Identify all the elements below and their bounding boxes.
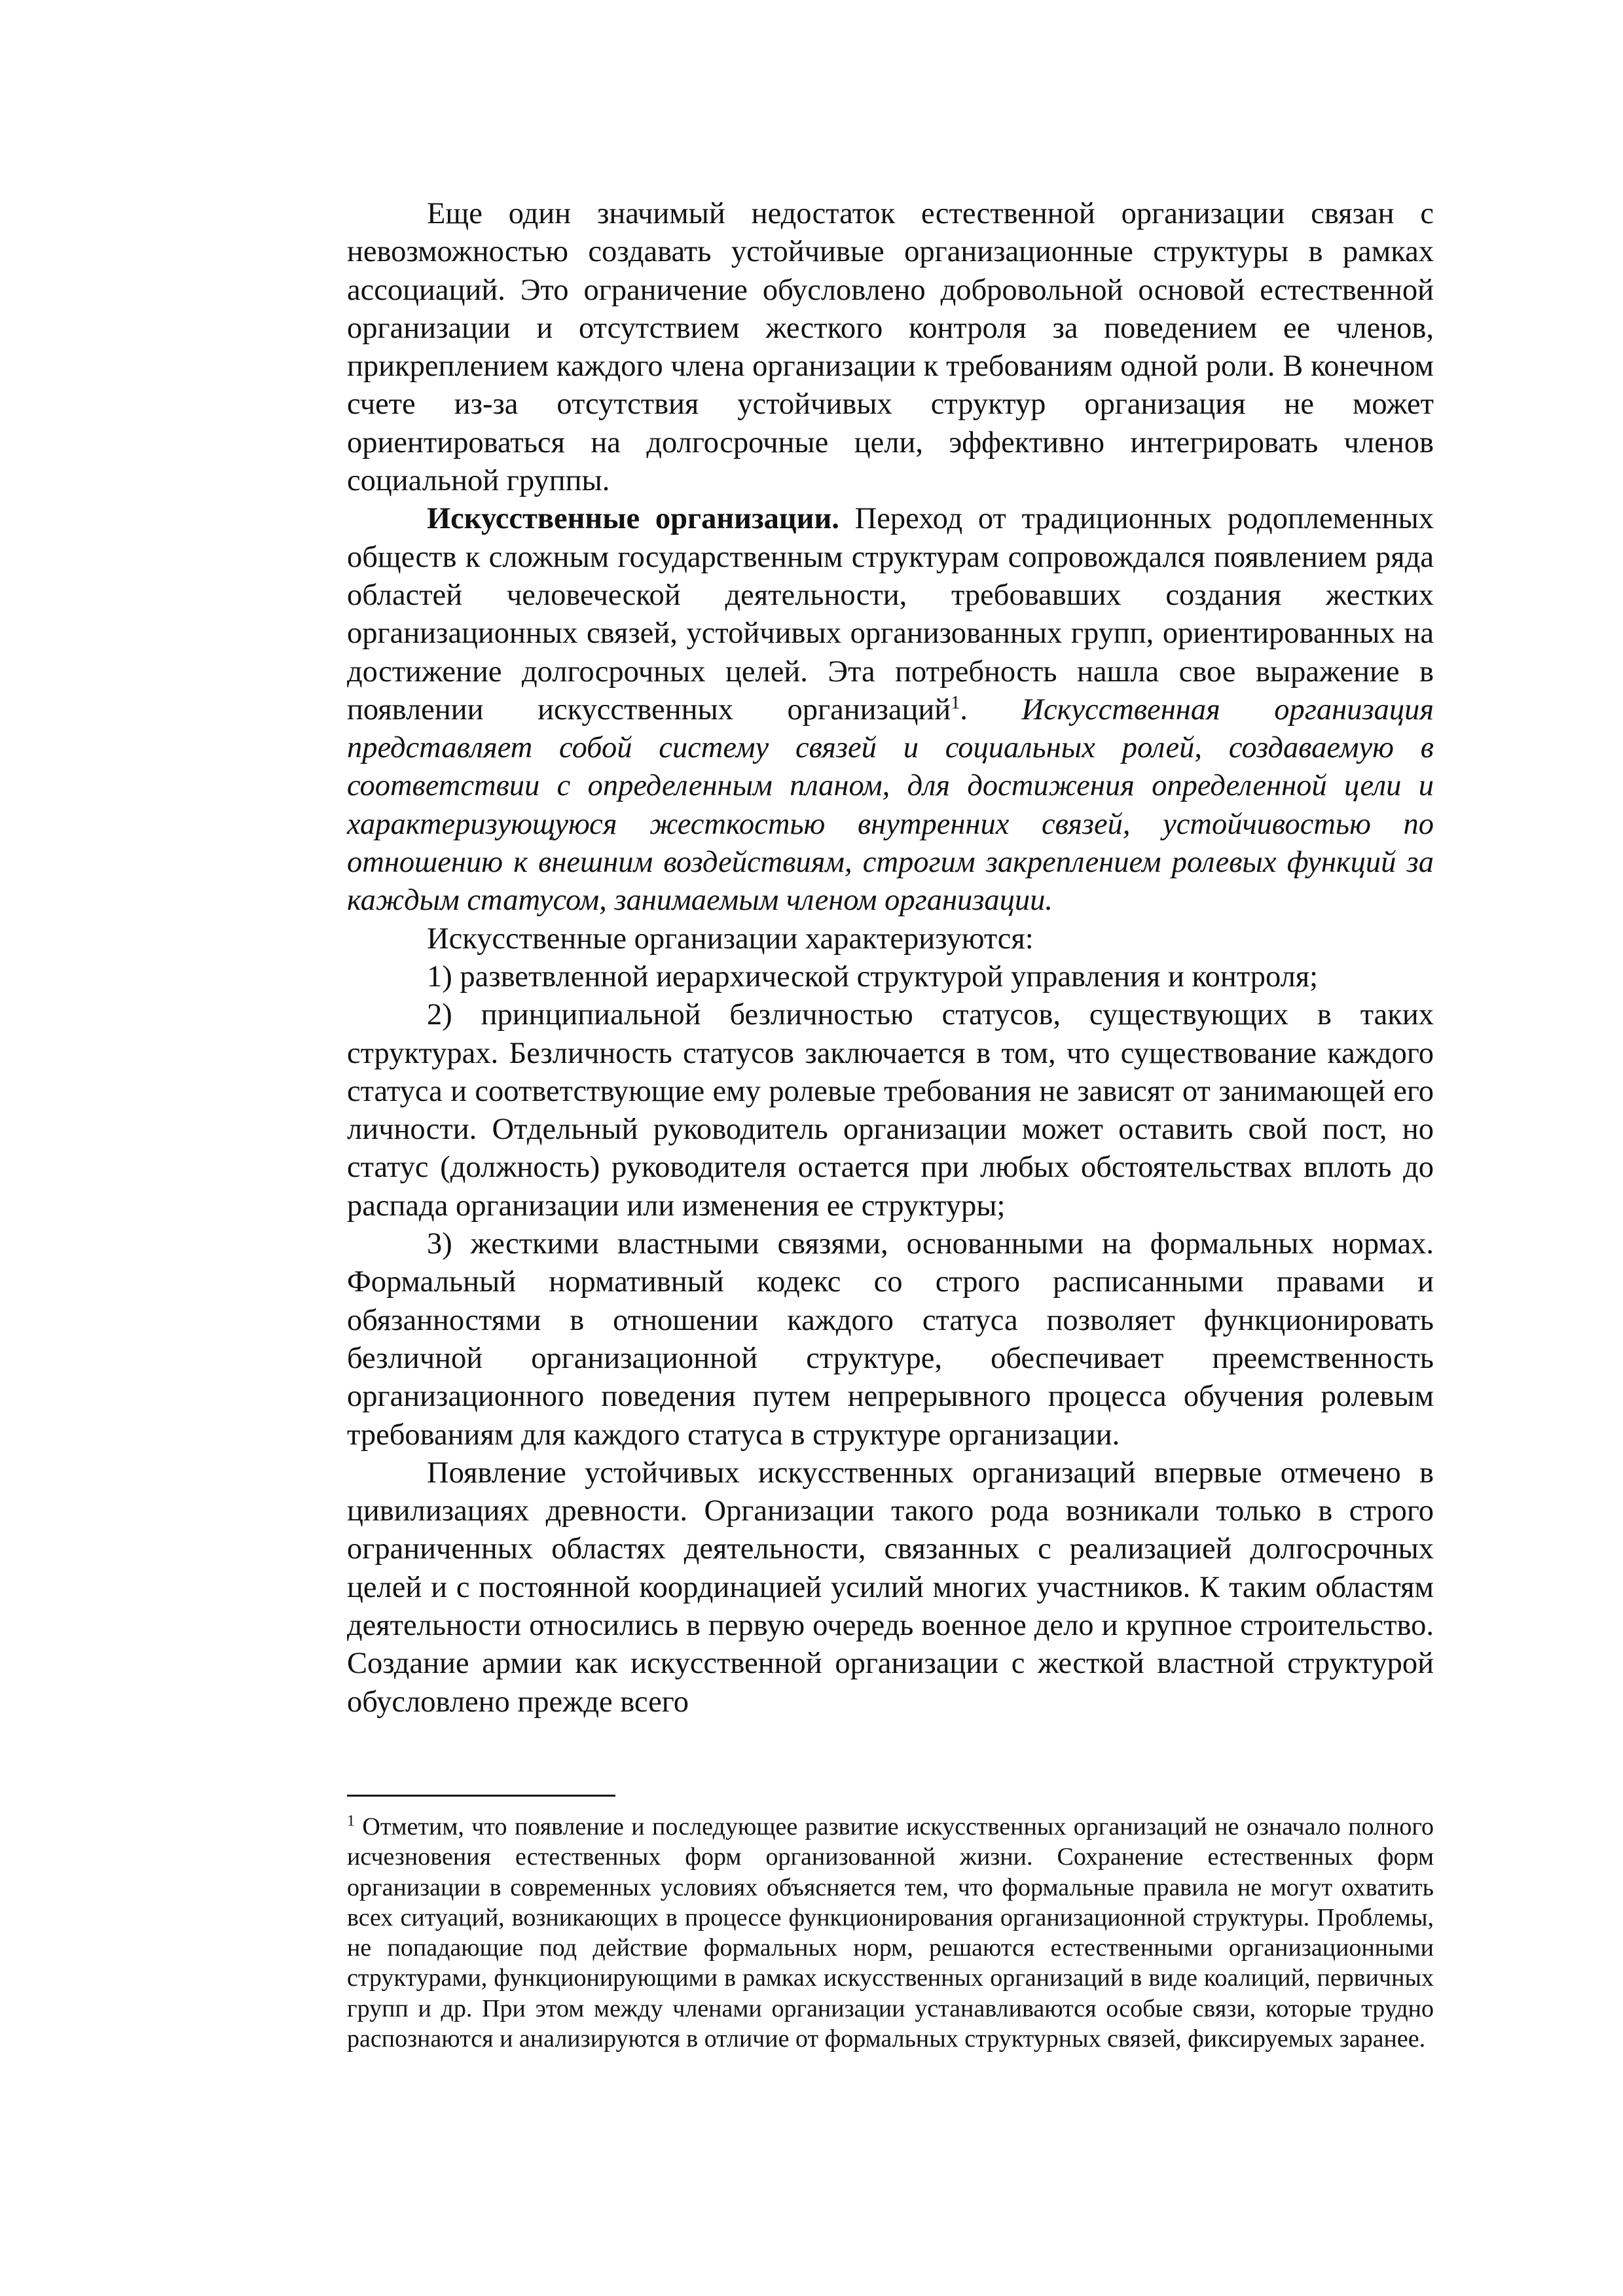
- page-body: [347, 195, 1434, 1721]
- section-heading: Искусственные организации.: [427, 502, 839, 536]
- footnote-text: Отметим, что появление и последующее развитие искусственных организаций не означало полного исчезновения естественных форм организованной жизни. Сохранение естественных форм организации в современных условиях объясняется тем, что формальные правила не могут охватить всех ситуаций, возникающих в процессе функционирования организационной структуры. Проблемы, не попадающие под действие формальных норм, решаются естественными организационными структурами, функционирующими в рамках искусственных организаций в виде коалиций, первичных групп и др. При этом между членами организации устанавливаются особые связи, которые трудно распознаются и анализируются в отличие от формальных структурных связей, фиксируемых заранее.: [347, 1813, 1434, 2053]
- paragraph-text: Переход от традиционных родоплеменных обществ к сложным государственным структурам сопровождался появлением ряда областей человеческой деятельности, требовавших создания жестких организационных связей, устойчивых организованных групп, ориентированных на достижение долгосрочных целей. Эта потребность нашла свое выражение в появлении искусственных организаций: [347, 502, 1434, 726]
- list-item: 2) принципиальной безличностью статусов, существующих в таких структурах. Безличность статусов заключается в том, что существование каждого статуса и соответствующие ему ролевые требования не зависят от занимающей его личности. Отдельный руководитель организации может оставить свой пост, но статус (должность) руководителя остается при любых обстоятельствах вплоть до распада организации или изменения ее структуры;: [347, 998, 1434, 1223]
- footnote: [347, 1812, 1434, 2054]
- paragraph-natural-organization-drawback: Еще один значимый недостаток естественной организации связан с невозможностью создавать устойчивые организационные структуры в рамках ассоциаций. Это ограничение обусловлено добровольной основой естественной организации и отсутствием жесткого контроля за поведением ее членов, прикреплением каждого члена организации к требованиям одной роли. В конечном счете из-за отсутствия устойчивых структур организация не может ориентироваться на долгосрочные цели, эффективно интегрировать членов социальной группы.: [347, 197, 1434, 498]
- list-item: 1) разветвленной иерархической структурой управления и контроля;: [427, 960, 1319, 994]
- footnote-mark: 1: [347, 1812, 355, 1830]
- paragraph-characteristics-intro: Искусственные организации характеризуются:: [427, 922, 1034, 956]
- footnote-reference[interactable]: 1: [951, 692, 960, 713]
- definition-text: Искусственная организация представляет собой систему связей и социальных ролей, создаваемую в соответствии с определенным планом, для достижения определенной цели и характеризующуюся жесткостью внутренних связей, устойчивостью по отношению к внешним воздействиям, строгим закреплением ролевых функций за каждым статусом, занимаемым членом организации.: [347, 692, 1434, 918]
- punctuation: .: [960, 692, 1022, 726]
- list-item: 3) жесткими властными связями, основанными на формальных нормах. Формальный нормативный кодекс со строго расписанными правами и обязанностями в отношении каждого статуса позволяет функционировать безличной организационной структуре, обеспечивает преемственность организационного поведения путем непрерывного процесса обучения ролевым требованиям для каждого статуса в структуре организации.: [347, 1227, 1434, 1452]
- paragraph-ancient-civilizations: Появление устойчивых искусственных организаций впервые отмечено в цивилизациях древности. Организации такого рода возникали только в строго ограниченных областях деятельности, связанных с реализацией долгосрочных целей и с постоянной координацией усилий многих участников. К таким областям деятельности относились в первую очередь военное дело и крупное строительство. Создание армии как искусственной организации с жесткой властной структурой обусловлено прежде всего: [347, 1456, 1434, 1719]
- paragraph-artificial-organizations: [347, 500, 1434, 920]
- footnote-separator: [347, 1795, 615, 1797]
